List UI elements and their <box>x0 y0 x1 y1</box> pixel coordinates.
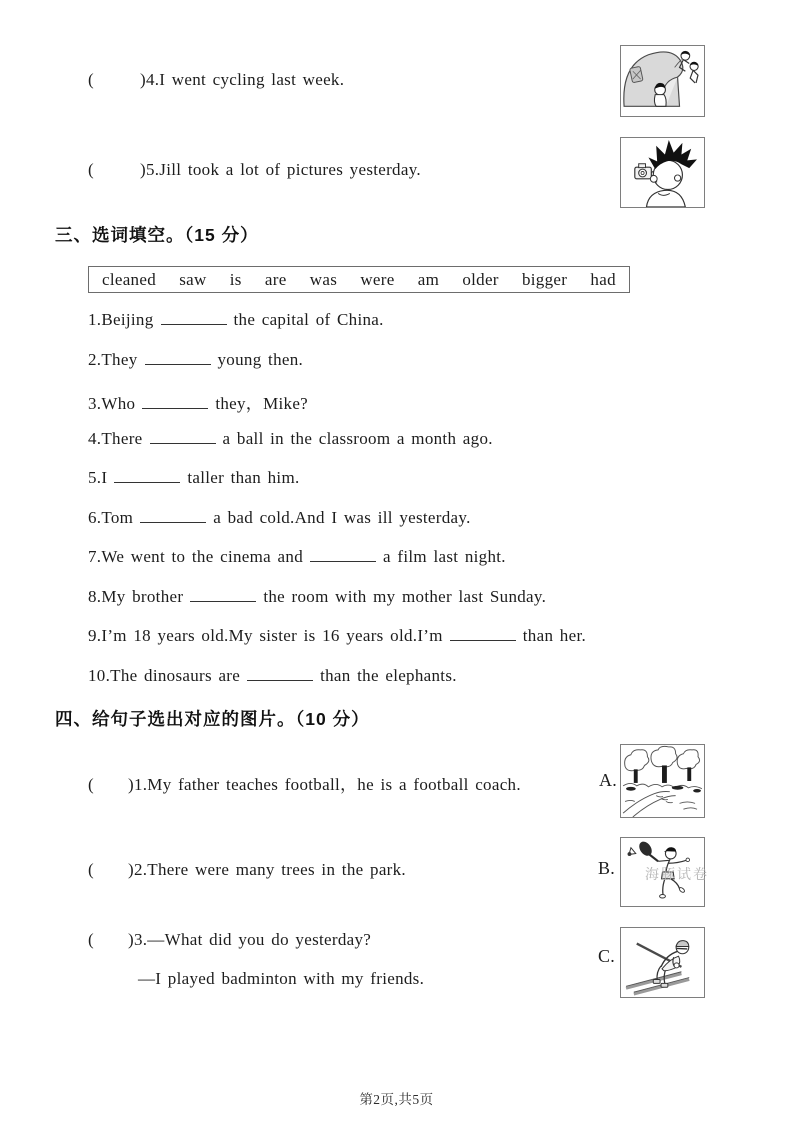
sentence-6 <box>88 508 471 528</box>
paren-close: ) <box>127 930 134 949</box>
sentence-9 <box>88 626 586 646</box>
option-letter-b: B. <box>598 858 616 878</box>
item-text: Jill took a lot of pictures yesterday. <box>159 160 421 179</box>
option-letter-a: A. <box>599 770 618 790</box>
sentence-after: than her. <box>522 626 587 645</box>
sentence-number: 10. <box>88 666 111 685</box>
picture-item-1 <box>88 770 521 795</box>
sentence-after: a ball in the classroom a month ago. <box>222 429 493 448</box>
item-text: There were many trees in the park. <box>147 860 406 879</box>
word-bank-word: older <box>462 269 499 289</box>
sentence-before: Tom <box>101 508 134 527</box>
answer-blank[interactable] <box>310 548 376 562</box>
item-text: I went cycling last week. <box>159 70 345 89</box>
sentence-number: 7. <box>88 547 102 566</box>
sentence-number: 5. <box>88 468 102 487</box>
word-bank-word: had <box>590 269 616 289</box>
item-number: 4. <box>145 70 160 89</box>
item-text: My father teaches football，he is a football coach. <box>147 775 521 794</box>
sentence-after: than the elephants. <box>320 666 457 685</box>
sentence-after: a film last night. <box>383 547 506 566</box>
sentence-number: 3. <box>88 394 102 413</box>
paren-close: ) <box>127 860 134 879</box>
sentence-after: a bad cold.And I was ill yesterday. <box>213 508 471 527</box>
picture-item-2 <box>88 860 406 880</box>
item-text-line1: —What did you do yesterday? <box>147 930 372 949</box>
tent-camping-icon <box>621 46 704 116</box>
sentence-before: Who <box>101 394 136 413</box>
paren-open: ( <box>88 160 94 179</box>
sentence-4 <box>88 429 493 449</box>
answer-paren[interactable] <box>88 775 134 794</box>
sentence-10 <box>88 666 457 686</box>
word-bank <box>88 266 630 293</box>
sentence-7 <box>88 547 506 567</box>
word-bank-word: am <box>417 269 440 289</box>
item-text-line2: —I played badminton with my friends. <box>138 969 425 988</box>
sentence-3 <box>88 389 308 414</box>
item-number: 2. <box>133 860 148 879</box>
paren-close: ) <box>139 70 146 89</box>
skier-illustration <box>620 927 705 998</box>
answer-blank[interactable] <box>140 509 206 523</box>
item-number: 3. <box>133 930 148 949</box>
match-item-5 <box>88 160 421 180</box>
ski-icon <box>621 928 704 997</box>
sentence-number: 2. <box>88 350 102 369</box>
answer-paren[interactable] <box>88 930 134 949</box>
word-bank-word: were <box>360 269 395 289</box>
answer-blank[interactable] <box>161 311 227 325</box>
sentence-before: There <box>101 429 143 448</box>
sentence-before: They <box>101 350 138 369</box>
sentence-number: 4. <box>88 429 102 448</box>
answer-blank[interactable] <box>190 588 256 602</box>
word-bank-word: cleaned <box>102 269 157 289</box>
word-bank-word: was <box>309 269 338 289</box>
match-item-4 <box>88 70 344 90</box>
word-bank-word: bigger <box>521 269 568 289</box>
sentence-after: they，Mike? <box>215 394 309 413</box>
answer-blank[interactable] <box>142 395 208 409</box>
answer-paren[interactable] <box>88 860 134 879</box>
answer-blank[interactable] <box>145 351 211 365</box>
sentence-number: 8. <box>88 587 102 606</box>
sentence-5 <box>88 468 300 488</box>
answer-blank[interactable] <box>150 430 216 444</box>
sentence-before: We went to the cinema and <box>101 547 304 566</box>
page-number: 第2页,共5页 <box>359 1092 434 1107</box>
sentence-before: The dinosaurs are <box>110 666 241 685</box>
item-number: 5. <box>145 160 160 179</box>
answer-paren[interactable] <box>88 160 146 179</box>
paren-open: ( <box>88 930 94 949</box>
picture-item-3-line2 <box>138 969 424 989</box>
word-bank-word: are <box>264 269 287 289</box>
watermark-text: 海豚试卷 <box>645 866 709 882</box>
sentence-after: young then. <box>217 350 304 369</box>
park-trees-icon <box>621 745 704 817</box>
item-number: 1. <box>133 775 148 794</box>
paren-open: ( <box>88 70 94 89</box>
paren-open: ( <box>88 775 94 794</box>
sentence-number: 6. <box>88 508 102 527</box>
sentence-8 <box>88 587 546 607</box>
boy-taking-photo-illustration <box>620 137 705 208</box>
answer-paren[interactable] <box>88 70 146 89</box>
sentence-before: Beijing <box>101 310 154 329</box>
camera-boy-icon <box>621 138 704 207</box>
sentence-number: 1. <box>88 310 102 329</box>
section-three-title: 三、选词填空。（15 分） <box>55 225 259 245</box>
sentence-after: the room with my mother last Sunday. <box>263 587 547 606</box>
word-bank-word: is <box>229 269 242 289</box>
kids-setting-up-tent-illustration <box>620 45 705 117</box>
picture-item-3 <box>88 930 371 950</box>
sentence-1 <box>88 310 384 330</box>
sentence-before: I <box>101 468 108 487</box>
answer-blank[interactable] <box>450 627 516 641</box>
sentence-before: My brother <box>101 587 184 606</box>
sentence-after: the capital of China. <box>233 310 384 329</box>
park-with-trees-illustration <box>620 744 705 818</box>
word-bank-word: saw <box>179 269 207 289</box>
option-letter-c: C. <box>598 946 616 966</box>
sentence-2 <box>88 350 303 370</box>
sentence-before: I’m 18 years old.My sister is 16 years old.I’m <box>101 626 443 645</box>
paren-close: ) <box>127 775 134 794</box>
paren-close: ) <box>139 160 146 179</box>
sentence-number: 9. <box>88 626 102 645</box>
paren-open: ( <box>88 860 94 879</box>
answer-blank[interactable] <box>114 469 180 483</box>
answer-blank[interactable] <box>247 667 313 681</box>
section-four-title: 四、给句子选出对应的图片。（10 分） <box>55 709 370 729</box>
sentence-after: taller than him. <box>187 468 300 487</box>
